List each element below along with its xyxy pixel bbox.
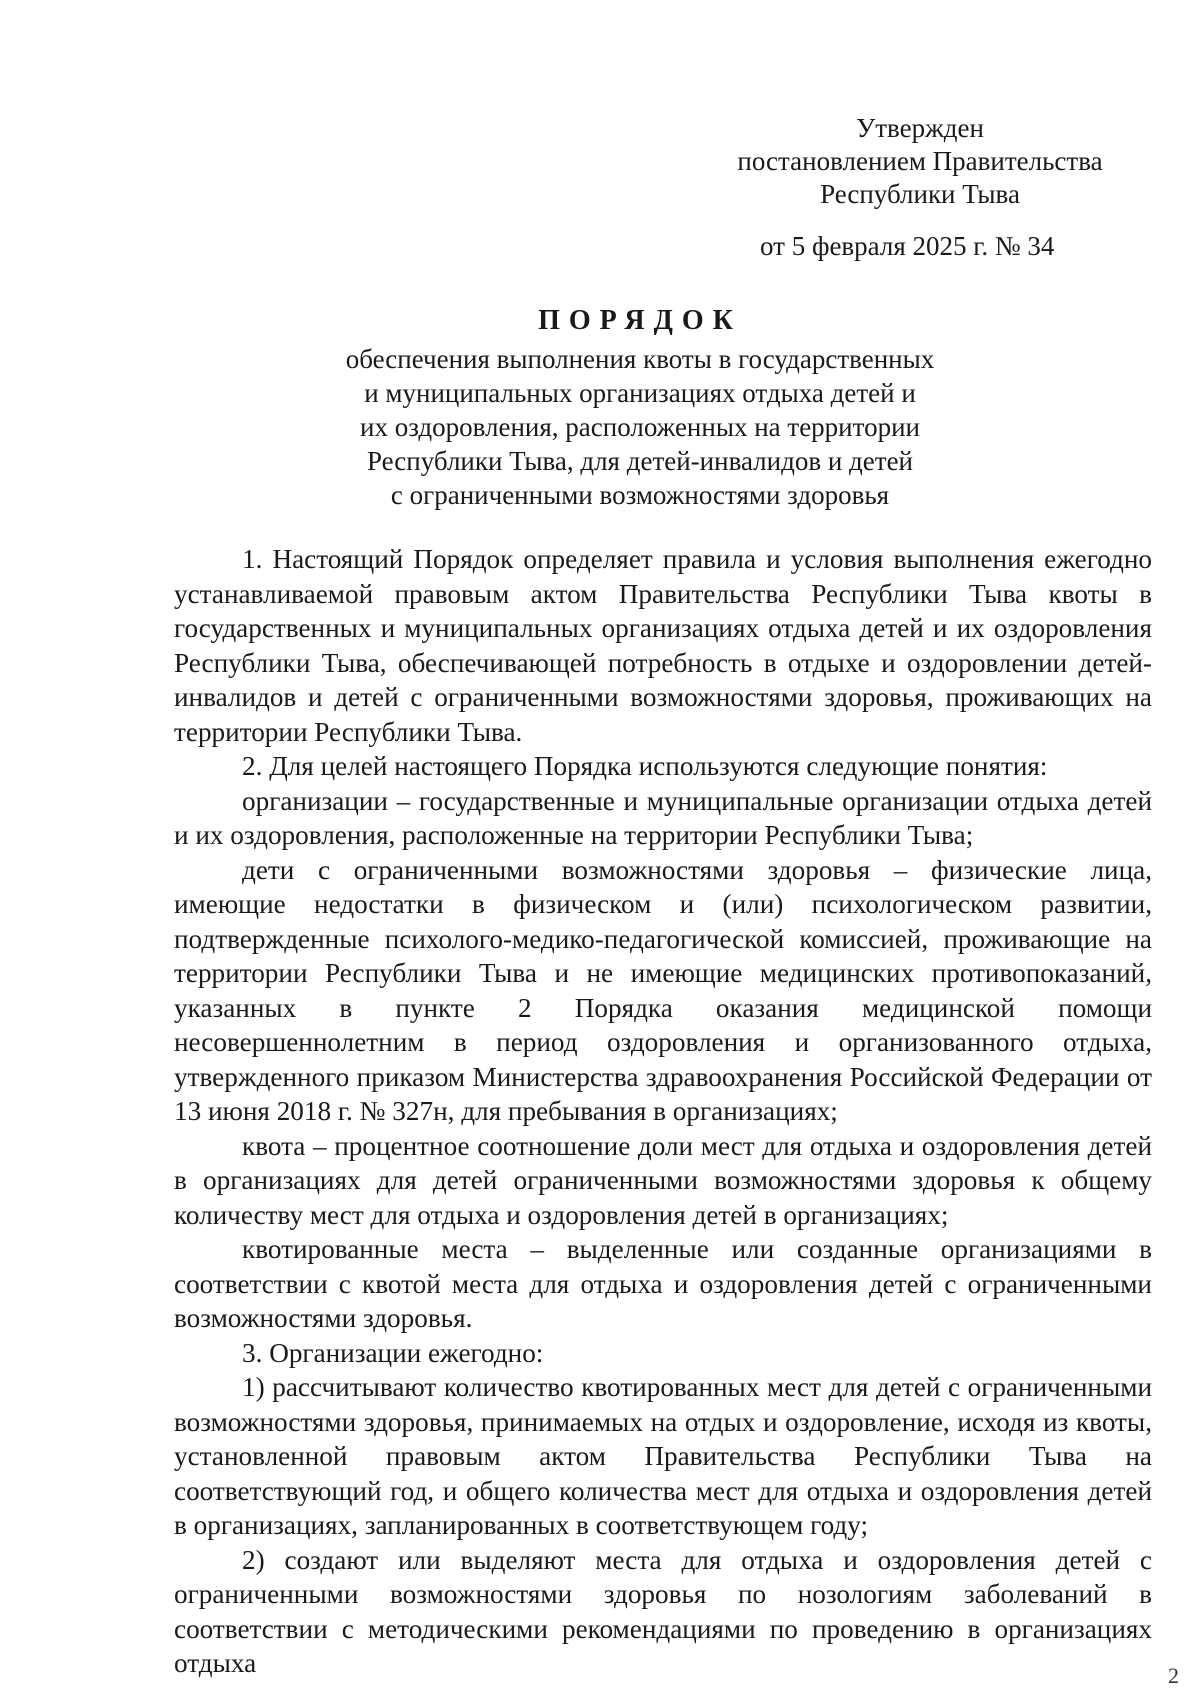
definition-organizations: организации – государственные и муниципальные организации отдыха детей и их оздоровления, расположенные на территории Республики Тыва; [174,785,1152,850]
page-number: 2 [1168,1663,1179,1688]
approval-line: постановлением Правительства [737,146,1103,176]
approval-line: Республики Тыва [820,179,1020,209]
paragraph-1: 1. Настоящий Порядок определяет правила и условия выполнения ежегодно устанавливаемой правовым актом Правительства Республики Тыва квоты в государственных и муниципальных организациях отдыха детей и их оздоровления Республики Тыва, обеспечивающей потребность в отдыхе и оздоровлении детей-инвалидов и детей с ограниченными возможностями здоровья, проживающих на территории Республики Тыва. [174,544,1152,747]
paragraph-2: 2. Для целей настоящего Порядка используются следующие понятия: [242,751,1048,781]
definition-quota: квота – процентное соотношение доли мест для отдыха и оздоровления детей в организациях для детей ограниченными возможностями здоровья к общему количеству мест для отдыха и оздоровления детей в организациях; [174,1130,1152,1230]
document-body [174,542,1152,1681]
subtitle-line: с ограниченными возможностями здоровья [390,480,890,510]
subtitle-line: Республики Тыва, для детей-инвалидов и детей [366,446,913,476]
approval-stamp [700,112,1140,211]
subtitle-line: их оздоровления, расположенных на территории [360,412,920,442]
paragraph-3-item-2: 2) создают или выделяют места для отдыха и оздоровления детей с ограниченными возможностями здоровья по нозологиям заболеваний в соответствии с методическими рекомендациями по проведению в организациях отдыха [174,1544,1152,1678]
document-title: ПОРЯДОК [538,305,742,336]
paragraph-3-item-1: 1) рассчитывают количество квотированных мест для детей с ограниченными возможностями здоровья, принимаемых на отдых и оздоровление, исходя из квоты, установленной правовым актом Правительства Республики Тыва на соответствующий год, и общего количества мест для отдыха и оздоровления детей в организациях, запланированных в соответствующем году; [174,1372,1152,1540]
approval-date: от 5 февраля 2025 г. № 34 [760,231,1055,261]
paragraph-3: 3. Организации ежегодно: [242,1337,544,1368]
definition-children: дети с ограниченными возможностями здоровья – физические лица, имеющие недостатки в физическом и (или) психологическом развитии, подтвержденные психолого-медико-педагогической комиссией, проживающие на территории Республики Тыва и не имеющие медицинских противопоказаний, указанных в пункте 2 Порядка оказания медицинской помощи несовершеннолетним в период оздоровления и организованного отдыха, утвержденного приказом Министерства здравоохранения Российской Федерации от 13 июня 2018 г. № 327н, для пребывания в организациях; [174,854,1152,1126]
subtitle-line: обеспечения выполнения квоты в государственных [345,344,935,374]
definition-quota-places: квотированные места – выделенные или созданные организациями в соответствии с квотой места для отдыха и оздоровления детей с ограниченными возможностями здоровья. [174,1234,1152,1333]
approval-line: Утвержден [856,113,984,143]
subtitle-line: и муниципальных организациях отдыха детей и [364,378,916,408]
document-subtitle [160,342,1120,512]
